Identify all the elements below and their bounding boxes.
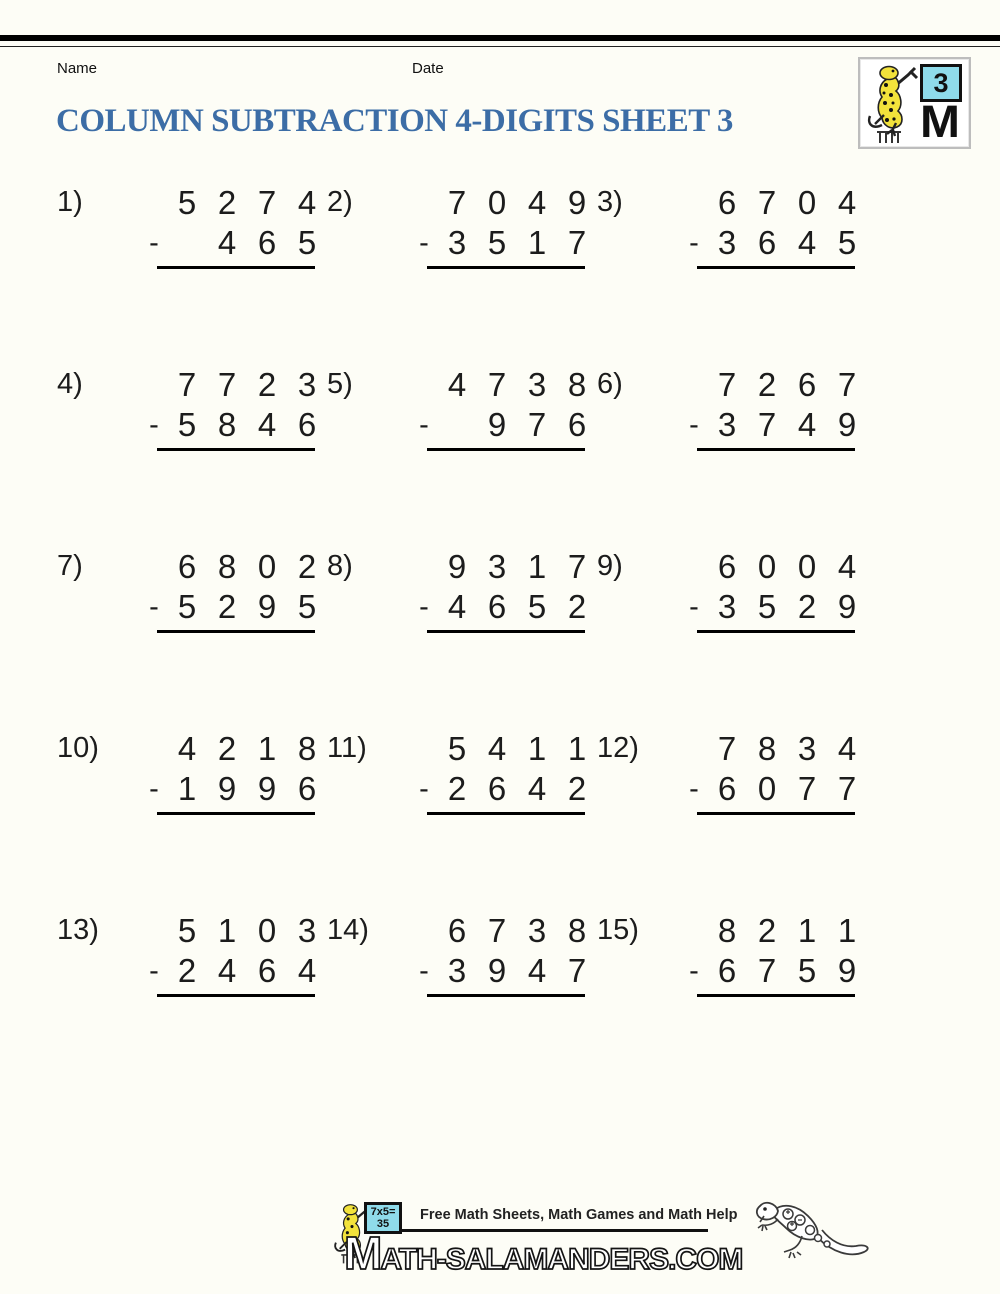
logo-board-line2: 35 — [376, 1218, 390, 1230]
minuend-digit: 0 — [797, 184, 817, 221]
minuend-digit: 3 — [527, 366, 547, 403]
subtrahend-digit: 6 — [297, 770, 317, 807]
minuend-digit: 2 — [217, 184, 237, 221]
problem-number: 6) — [597, 368, 623, 400]
subtrahend-row — [411, 769, 597, 809]
minuend-digit: 3 — [487, 548, 507, 585]
subtrahend-row — [141, 587, 327, 627]
subtrahend-row — [681, 769, 867, 809]
minus-sign: - — [149, 954, 159, 987]
minuend-digit: 3 — [297, 366, 317, 403]
problems-grid — [57, 183, 867, 1093]
minuend-row — [681, 729, 867, 769]
subtraction-problem — [327, 729, 597, 911]
site-logo-m: M — [344, 1227, 381, 1279]
problem-body — [411, 365, 597, 451]
subtrahend-digit: 7 — [837, 770, 857, 807]
minuend-digit: 3 — [527, 912, 547, 949]
minuend-digit: 8 — [757, 730, 777, 767]
subtraction-problem — [597, 911, 867, 1093]
subtraction-problem — [57, 365, 327, 547]
minus-sign: - — [689, 408, 699, 441]
answer-line — [157, 448, 315, 451]
subtrahend-digit: 6 — [257, 952, 277, 989]
subtrahend-digit: 6 — [567, 406, 587, 443]
minuend-digit: 7 — [567, 548, 587, 585]
problem-body — [141, 729, 327, 815]
subtrahend-digit: 9 — [837, 952, 857, 989]
minuend-row — [411, 365, 597, 405]
subtrahend-digit: 6 — [487, 588, 507, 625]
answer-line — [427, 448, 585, 451]
subtrahend-digit: 5 — [297, 224, 317, 261]
subtrahend-row — [411, 587, 597, 627]
subtrahend-row — [681, 587, 867, 627]
subtrahend-row — [141, 223, 327, 263]
minuend-digit: 5 — [447, 730, 467, 767]
subtraction-problem — [327, 911, 597, 1093]
minuend-digit: 7 — [717, 366, 737, 403]
minus-sign: - — [419, 954, 429, 987]
subtrahend-digit: 6 — [257, 224, 277, 261]
minuend-row — [141, 729, 327, 769]
minuend-digit: 3 — [797, 730, 817, 767]
minuend-digit: 0 — [757, 548, 777, 585]
minus-sign: - — [149, 226, 159, 259]
name-label: Name — [57, 60, 98, 77]
subtrahend-digit: 6 — [297, 406, 317, 443]
minus-sign: - — [149, 408, 159, 441]
minuend-digit: 4 — [487, 730, 507, 767]
site-name — [344, 1226, 742, 1280]
subtrahend-digit: 3 — [717, 224, 737, 261]
footer-tagline: Free Math Sheets, Math Games and Math Help — [420, 1207, 738, 1223]
subtrahend-digit: 9 — [257, 588, 277, 625]
subtrahend-digit: 7 — [527, 406, 547, 443]
minuend-digit: 0 — [257, 912, 277, 949]
minus-sign: - — [419, 590, 429, 623]
minus-sign: - — [689, 590, 699, 623]
minuend-digit: 8 — [567, 912, 587, 949]
subtrahend-digit: 3 — [717, 588, 737, 625]
minus-sign: - — [689, 772, 699, 805]
minuend-digit: 1 — [217, 912, 237, 949]
subtrahend-digit: 5 — [177, 588, 197, 625]
subtrahend-digit: 9 — [257, 770, 277, 807]
subtrahend-digit: 9 — [837, 406, 857, 443]
minuend-digit: 8 — [297, 730, 317, 767]
minuend-row — [141, 183, 327, 223]
problem-number: 10) — [57, 732, 99, 764]
minuend-digit: 7 — [217, 366, 237, 403]
subtrahend-digit: 4 — [297, 952, 317, 989]
minuend-digit: 2 — [297, 548, 317, 585]
minuend-digit: 1 — [567, 730, 587, 767]
minuend-digit: 4 — [837, 730, 857, 767]
problem-body — [411, 547, 597, 633]
subtrahend-digit: 3 — [447, 952, 467, 989]
subtrahend-row — [681, 223, 867, 263]
problem-number: 5) — [327, 368, 353, 400]
subtrahend-digit: 2 — [177, 952, 197, 989]
salamander-icon — [862, 63, 920, 149]
problem-number: 12) — [597, 732, 639, 764]
subtrahend-digit: 7 — [757, 406, 777, 443]
subtraction-problem — [597, 183, 867, 365]
minuend-row — [141, 365, 327, 405]
minuend-digit: 0 — [797, 548, 817, 585]
minuend-digit: 2 — [217, 730, 237, 767]
minuend-row — [681, 911, 867, 951]
subtraction-problem — [597, 729, 867, 911]
answer-line — [697, 448, 855, 451]
sheet-badge — [858, 57, 971, 149]
problem-body — [411, 729, 597, 815]
minuend-digit: 5 — [177, 184, 197, 221]
minuend-row — [411, 911, 597, 951]
minuend-digit: 6 — [447, 912, 467, 949]
minuend-digit: 6 — [717, 184, 737, 221]
minuend-digit: 1 — [527, 730, 547, 767]
subtrahend-digit: 5 — [487, 224, 507, 261]
subtrahend-digit: 2 — [567, 770, 587, 807]
problem-number: 1) — [57, 186, 83, 218]
problem-body — [681, 911, 867, 997]
minuend-digit: 0 — [257, 548, 277, 585]
subtrahend-digit: 6 — [717, 770, 737, 807]
minus-sign: - — [689, 954, 699, 987]
problem-body — [141, 911, 327, 997]
subtrahend-row — [141, 951, 327, 991]
problem-number: 7) — [57, 550, 83, 582]
minuend-row — [141, 547, 327, 587]
footer-logo — [328, 1198, 743, 1279]
minuend-digit: 4 — [297, 184, 317, 221]
minuend-digit: 1 — [257, 730, 277, 767]
gecko-icon — [752, 1186, 887, 1268]
answer-line — [697, 812, 855, 815]
answer-line — [427, 266, 585, 269]
minuend-digit: 7 — [487, 366, 507, 403]
subtrahend-digit: 4 — [797, 406, 817, 443]
minuend-digit: 1 — [837, 912, 857, 949]
minuend-row — [681, 547, 867, 587]
logo-m-letter: M — [920, 97, 960, 148]
minuend-digit: 7 — [757, 184, 777, 221]
minuend-row — [411, 183, 597, 223]
subtrahend-digit: 1 — [527, 224, 547, 261]
problem-body — [411, 911, 597, 997]
minuend-digit: 4 — [527, 184, 547, 221]
badge-number-board: 3 — [920, 64, 962, 102]
answer-line — [697, 994, 855, 997]
minuend-digit: 7 — [837, 366, 857, 403]
minuend-row — [411, 547, 597, 587]
problem-number: 15) — [597, 914, 639, 946]
subtrahend-digit: 9 — [487, 952, 507, 989]
logo-board-line1: 7x5= — [370, 1206, 396, 1218]
subtrahend-digit: 5 — [527, 588, 547, 625]
minus-sign: - — [419, 408, 429, 441]
answer-line — [157, 630, 315, 633]
minuend-digit: 6 — [797, 366, 817, 403]
minuend-row — [411, 729, 597, 769]
subtrahend-digit: 5 — [177, 406, 197, 443]
answer-line — [427, 994, 585, 997]
subtrahend-row — [681, 951, 867, 991]
subtrahend-row — [411, 223, 597, 263]
minuend-digit: 7 — [447, 184, 467, 221]
subtrahend-digit: 4 — [527, 952, 547, 989]
subtraction-problem — [57, 729, 327, 911]
minuend-digit: 2 — [257, 366, 277, 403]
subtrahend-digit: 6 — [717, 952, 737, 989]
subtrahend-digit: 4 — [257, 406, 277, 443]
problem-number: 11) — [327, 732, 367, 764]
answer-line — [157, 266, 315, 269]
subtrahend-digit: 2 — [217, 588, 237, 625]
problem-body — [681, 547, 867, 633]
top-divider-rule — [0, 35, 1000, 47]
problem-body — [141, 547, 327, 633]
subtraction-problem — [57, 183, 327, 365]
page-title: COLUMN SUBTRACTION 4-DIGITS SHEET 3 — [56, 103, 733, 139]
problem-number: 4) — [57, 368, 83, 400]
subtrahend-digit: 6 — [757, 224, 777, 261]
subtraction-problem — [327, 547, 597, 729]
problem-body — [141, 365, 327, 451]
subtrahend-digit: 7 — [567, 952, 587, 989]
minuend-digit: 4 — [837, 184, 857, 221]
problem-body — [681, 365, 867, 451]
site-name-text: ATH-SALAMANDERS.COM — [380, 1243, 743, 1276]
minuend-digit: 4 — [177, 730, 197, 767]
minuend-digit: 7 — [717, 730, 737, 767]
minuend-digit: 3 — [297, 912, 317, 949]
subtrahend-digit: 3 — [717, 406, 737, 443]
problem-number: 14) — [327, 914, 369, 946]
subtrahend-digit: 3 — [447, 224, 467, 261]
subtrahend-digit: 7 — [567, 224, 587, 261]
minuend-row — [681, 365, 867, 405]
minus-sign: - — [149, 772, 159, 805]
problem-body — [141, 183, 327, 269]
subtrahend-digit: 2 — [447, 770, 467, 807]
minuend-digit: 8 — [717, 912, 737, 949]
minuend-digit: 4 — [447, 366, 467, 403]
minuend-digit: 0 — [487, 184, 507, 221]
minuend-digit: 2 — [757, 366, 777, 403]
subtrahend-digit: 5 — [757, 588, 777, 625]
subtrahend-digit: 8 — [217, 406, 237, 443]
minuend-digit: 7 — [177, 366, 197, 403]
minuend-digit: 1 — [797, 912, 817, 949]
subtrahend-digit: 9 — [487, 406, 507, 443]
answer-line — [157, 994, 315, 997]
subtrahend-digit: 4 — [217, 952, 237, 989]
subtrahend-digit: 9 — [837, 588, 857, 625]
subtrahend-digit: 5 — [837, 224, 857, 261]
answer-line — [697, 266, 855, 269]
answer-line — [157, 812, 315, 815]
subtraction-problem — [57, 547, 327, 729]
date-label: Date — [412, 60, 444, 77]
subtrahend-row — [141, 405, 327, 445]
minuend-digit: 1 — [527, 548, 547, 585]
minuend-digit: 8 — [567, 366, 587, 403]
problem-number: 9) — [597, 550, 623, 582]
subtrahend-row — [411, 405, 597, 445]
subtrahend-digit: 2 — [567, 588, 587, 625]
minuend-digit: 7 — [487, 912, 507, 949]
subtrahend-digit: 4 — [797, 224, 817, 261]
minuend-digit: 5 — [177, 912, 197, 949]
subtrahend-row — [141, 769, 327, 809]
minus-sign: - — [419, 772, 429, 805]
minuend-digit: 6 — [717, 548, 737, 585]
minuend-digit: 9 — [447, 548, 467, 585]
answer-line — [427, 812, 585, 815]
subtraction-problem — [57, 911, 327, 1093]
subtrahend-row — [411, 951, 597, 991]
problem-body — [411, 183, 597, 269]
subtrahend-digit: 7 — [757, 952, 777, 989]
subtrahend-digit: 5 — [297, 588, 317, 625]
subtrahend-digit: 9 — [217, 770, 237, 807]
problem-number: 13) — [57, 914, 99, 946]
subtrahend-digit: 6 — [487, 770, 507, 807]
subtrahend-digit: 4 — [447, 588, 467, 625]
problem-body — [681, 183, 867, 269]
answer-line — [697, 630, 855, 633]
minus-sign: - — [149, 590, 159, 623]
subtrahend-digit: 4 — [217, 224, 237, 261]
subtrahend-row — [681, 405, 867, 445]
problem-number: 8) — [327, 550, 353, 582]
minuend-digit: 9 — [567, 184, 587, 221]
subtrahend-digit: 5 — [797, 952, 817, 989]
subtraction-problem — [597, 365, 867, 547]
problem-body — [681, 729, 867, 815]
minuend-digit: 7 — [257, 184, 277, 221]
problem-number: 2) — [327, 186, 353, 218]
answer-line — [427, 630, 585, 633]
minus-sign: - — [689, 226, 699, 259]
minus-sign: - — [419, 226, 429, 259]
minuend-digit: 8 — [217, 548, 237, 585]
problem-number: 3) — [597, 186, 623, 218]
subtrahend-digit: 4 — [527, 770, 547, 807]
subtraction-problem — [327, 365, 597, 547]
subtrahend-digit: 2 — [797, 588, 817, 625]
minuend-digit: 6 — [177, 548, 197, 585]
subtrahend-digit: 0 — [757, 770, 777, 807]
minuend-digit: 2 — [757, 912, 777, 949]
subtrahend-digit: 7 — [797, 770, 817, 807]
subtraction-problem — [327, 183, 597, 365]
minuend-row — [681, 183, 867, 223]
minuend-digit: 4 — [837, 548, 857, 585]
minuend-row — [141, 911, 327, 951]
subtraction-problem — [597, 547, 867, 729]
subtrahend-digit: 1 — [177, 770, 197, 807]
